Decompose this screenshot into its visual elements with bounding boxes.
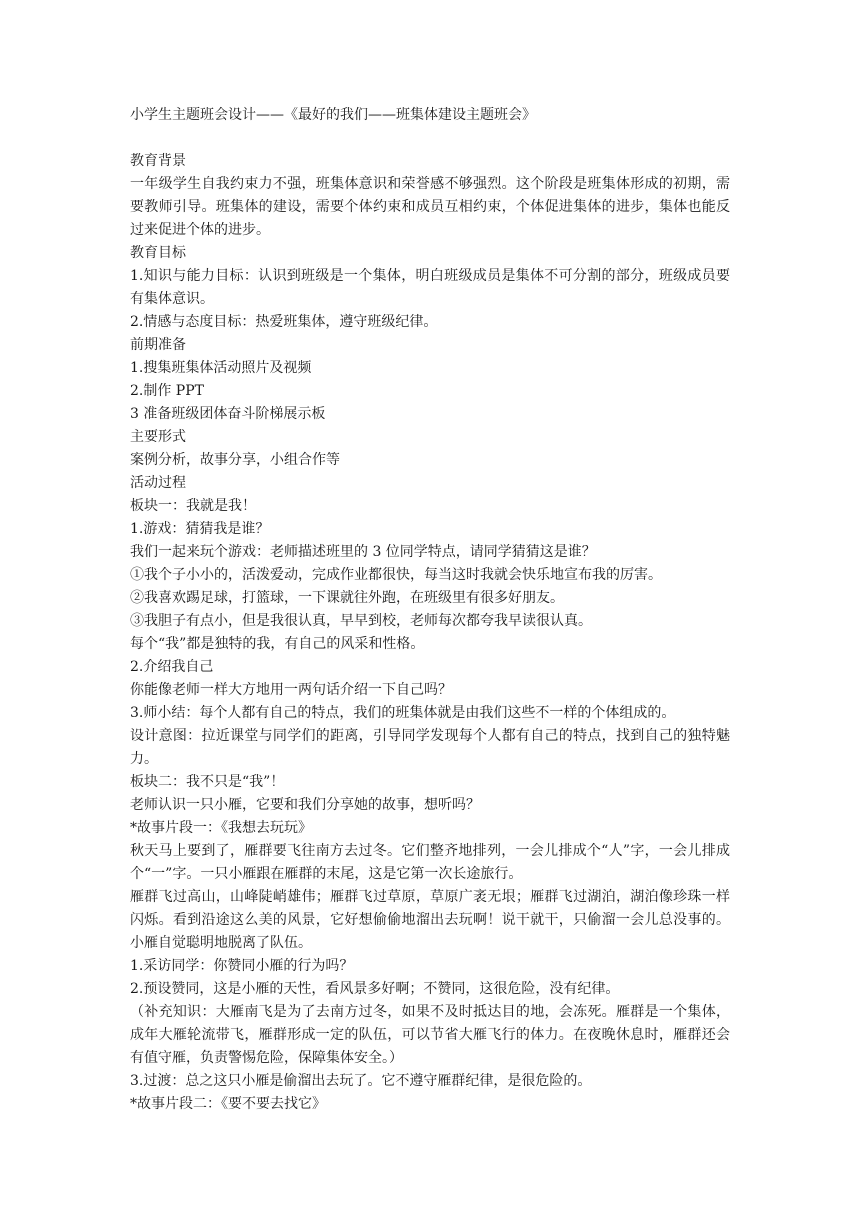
document-paragraph: ③我胆子有点小，但是我很认真，早早到校，老师每次都夸我早读很认真。 xyxy=(130,613,592,629)
document-paragraph: 2.制作 PPT xyxy=(130,383,204,399)
document-paragraph: 设计意图：拉近课堂与同学们的距离，引导同学发现每个人都有自己的特点，找到自己的独特魅力。 xyxy=(130,728,730,767)
document-paragraph: *故事片段二：《要不要去找它》 xyxy=(130,1096,326,1112)
document-paragraph: 1.游戏：猜猜我是谁？ xyxy=(130,521,270,537)
document-paragraph: 3.师小结：每个人都有自己的特点，我们的班集体就是由我们这些不一样的个体组成的。 xyxy=(130,705,676,721)
document-paragraph: 老师认识一只小雁，它要和我们分享她的故事，想听吗？ xyxy=(130,797,480,813)
document-paragraph: 雁群飞过高山，山峰陡峭雄伟；雁群飞过草原，草原广袤无垠；雁群飞过湖泊，湖泊像珍珠一样闪烁。看到沿途这么美的风景，它好想偷偷地溜出去玩啊！说干就干，只偷溜一会儿总没事的。小雁自觉聪明地脱离了队伍。 xyxy=(130,889,730,951)
document-body xyxy=(130,150,730,1116)
document-paragraph: 案例分析，故事分享，小组合作等 xyxy=(130,452,340,468)
document-paragraph: ①我个子小小的，活泼爱动，完成作业都很快，每当这时我就会快乐地宣布我的厉害。 xyxy=(130,567,662,583)
document-paragraph: 前期准备 xyxy=(130,337,186,353)
document-paragraph: 活动过程 xyxy=(130,475,186,491)
document-paragraph: 2.介绍我自己 xyxy=(130,659,214,675)
document-paragraph: 我们一起来玩个游戏：老师描述班里的 3 位同学特点，请同学猜猜这是谁？ xyxy=(130,544,596,560)
blank-line xyxy=(130,127,730,150)
document-title: 小学生主题班会设计——《最好的我们——班集体建设主题班会》 xyxy=(130,107,536,123)
document-page xyxy=(130,104,730,1116)
document-paragraph: 2.情感与态度目标：热爱班集体，遵守班级纪律。 xyxy=(130,314,438,330)
document-paragraph: 2.预设赞同，这是小雁的天性，看风景多好啊；不赞同，这很危险，没有纪律。 xyxy=(130,981,620,997)
document-paragraph: （补充知识：大雁南飞是为了去南方过冬，如果不及时抵达目的地，会冻死。雁群是一个集体，成年大雁轮流带飞，雁群形成一定的队伍，可以节省大雁飞行的体力。在夜晚休息时，雁群还会有值守雁，负责警惕危险，保障集体安全。） xyxy=(130,1004,730,1066)
document-paragraph: 板块二：我不只是“我”！ xyxy=(130,774,285,790)
document-paragraph: 一年级学生自我约束力不强，班集体意识和荣誉感不够强烈。这个阶段是班集体形成的初期，需要教师引导。班集体的建设，需要个体约束和成员互相约束，个体促进集体的进步，集体也能反过来促进个体的进步。 xyxy=(130,176,730,238)
document-paragraph: 每个“我”都是独特的我，有自己的风采和性格。 xyxy=(130,636,425,652)
document-paragraph: 主要形式 xyxy=(130,429,186,445)
document-paragraph: 1.知识与能力目标：认识到班级是一个集体，明白班级成员是集体不可分割的部分，班级成员要有集体意识。 xyxy=(130,268,730,307)
document-paragraph: 秋天马上要到了，雁群要飞往南方去过冬。它们整齐地排列，一会儿排成个“人”字，一会儿排成个“一”字。一只小雁跟在雁群的末尾，这是它第一次长途旅行。 xyxy=(130,843,730,882)
document-paragraph: 1.采访同学：你赞同小雁的行为吗？ xyxy=(130,958,354,974)
document-paragraph: ②我喜欢踢足球，打篮球，一下课就往外跑，在班级里有很多好朋友。 xyxy=(130,590,564,606)
document-paragraph: 1.搜集班集体活动照片及视频 xyxy=(130,360,312,376)
document-paragraph: 你能像老师一样大方地用一两句话介绍一下自己吗？ xyxy=(130,682,452,698)
document-paragraph: 3 准备班级团体奋斗阶梯展示板 xyxy=(130,406,326,422)
document-paragraph: *故事片段一：《我想去玩玩》 xyxy=(130,820,312,836)
document-paragraph: 教育目标 xyxy=(130,245,186,261)
document-paragraph: 板块一：我就是我！ xyxy=(130,498,256,514)
document-paragraph: 教育背景 xyxy=(130,153,186,169)
document-paragraph: 3.过渡：总之这只小雁是偷溜出去玩了。它不遵守雁群纪律，是很危险的。 xyxy=(130,1073,592,1089)
